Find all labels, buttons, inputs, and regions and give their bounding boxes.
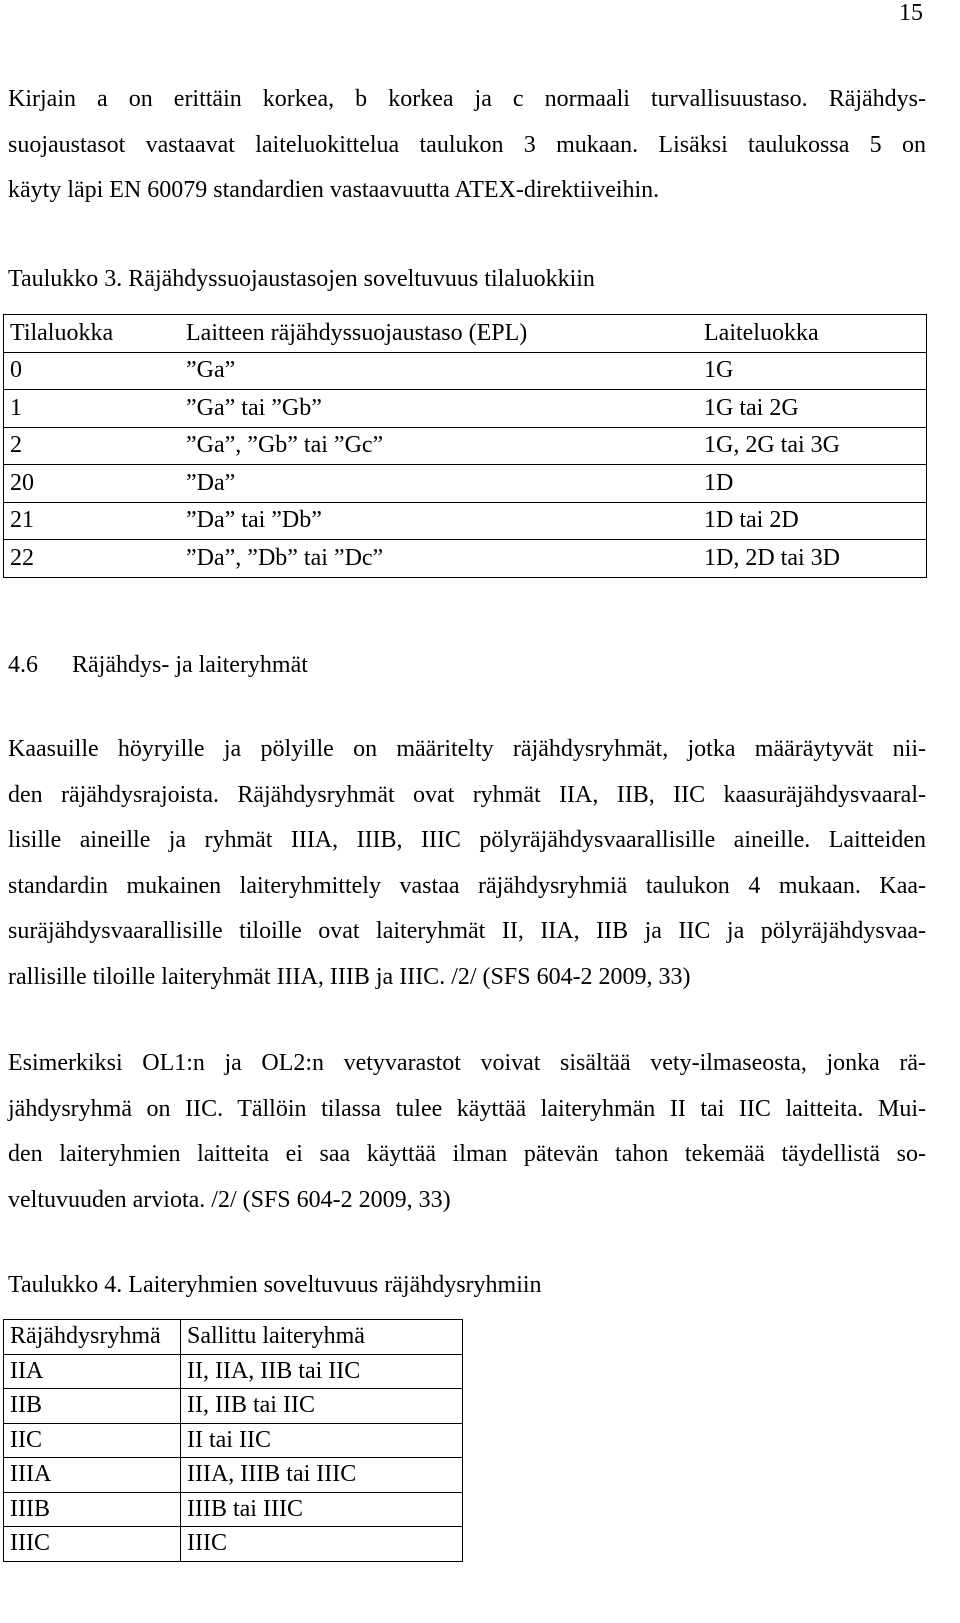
table-cell: IIIB tai IIIC <box>181 1492 463 1527</box>
section-title: Räjähdys- ja laiteryhmät <box>72 652 308 678</box>
table-row <box>4 427 927 465</box>
table-cell: 1D, 2D tai 3D <box>698 540 927 578</box>
table-row <box>4 465 927 503</box>
table-cell: IIIC <box>181 1527 463 1562</box>
paragraph-line: veltuvuuden arviota. /2/ (SFS 604-2 2009, 33) <box>8 1186 451 1213</box>
table-cell: 1G tai 2G <box>698 390 927 428</box>
table-row <box>4 1389 463 1424</box>
paragraph-line: standardin mukainen laiteryhmittely vastaa räjähdysryhmiä taulukon 4 mukaan. Kaa- <box>8 872 926 899</box>
table-cell: ”Da”, ”Db” tai ”Dc” <box>180 540 698 578</box>
table-cell: 1G <box>698 352 927 390</box>
table-cell: ”Da” <box>180 465 698 503</box>
table4 <box>3 1319 463 1562</box>
table-header-row <box>4 315 927 353</box>
table-header-cell: Sallittu laiteryhmä <box>181 1320 463 1355</box>
intro-line: käyty läpi EN 60079 standardien vastaavuutta ATEX-direktiiveihin. <box>8 177 660 203</box>
table-cell: II, IIB tai IIC <box>181 1389 463 1424</box>
table-header-cell: Räjähdysryhmä <box>4 1320 181 1355</box>
table-row <box>4 1492 463 1527</box>
paragraph-line: Esimerkiksi OL1:n ja OL2:n vetyvarastot voivat sisältää vety-ilmaseosta, jonka rä- <box>8 1050 926 1076</box>
paragraph-line: rallisille tiloille laiteryhmät IIIA, IIIB ja IIIC. /2/ (SFS 604-2 2009, 33) <box>8 963 691 990</box>
table-cell: II, IIA, IIB tai IIC <box>181 1354 463 1389</box>
table-cell: 2 <box>4 427 181 465</box>
table-row <box>4 1354 463 1389</box>
paragraph-line: jähdysryhmä on IIC. Tällöin tilassa tulee käyttää laiteryhmän II tai IIC laitteita. Mui- <box>8 1095 926 1122</box>
table-cell: 0 <box>4 352 181 390</box>
table4-caption: Taulukko 4. Laiteryhmien soveltuvuus räjähdysryhmiin <box>8 1272 542 1298</box>
table-cell: II tai IIC <box>181 1423 463 1458</box>
table-row <box>4 1423 463 1458</box>
table-cell: ”Ga” <box>180 352 698 390</box>
table-cell: 21 <box>4 502 181 540</box>
table-cell: 1G, 2G tai 3G <box>698 427 927 465</box>
table-cell: 1D <box>698 465 927 503</box>
intro-line: suojaustasot vastaavat laiteluokittelua taulukon 3 mukaan. Lisäksi taulukossa 5 on <box>8 131 926 158</box>
table-cell: IIA <box>4 1354 181 1389</box>
page-number: 15 <box>899 0 923 26</box>
table-cell: IIIA <box>4 1458 181 1493</box>
table-cell: IIB <box>4 1389 181 1424</box>
table-cell: 20 <box>4 465 181 503</box>
table-header-cell: Laiteluokka <box>698 315 927 353</box>
table-cell: ”Ga” tai ”Gb” <box>180 390 698 428</box>
table-row <box>4 502 927 540</box>
paragraph-2 <box>8 1041 926 1223</box>
table3-caption: Taulukko 3. Räjähdyssuojaustasojen soveltuvuus tilaluokkiin <box>8 266 595 292</box>
paragraph-line: den laiteryhmien laitteita ei saa käyttää ilman pätevän tahon tekemää täydellistä so- <box>8 1141 926 1167</box>
paragraph-1 <box>8 727 926 1000</box>
paragraph-line: den räjähdysrajoista. Räjähdysryhmät ovat ryhmät IIA, IIB, IIC kaasuräjähdysvaaral- <box>8 781 926 808</box>
paragraph-line: lisille aineille ja ryhmät IIIA, IIIB, IIIC pölyräjähdysvaarallisille aineille. Laitteiden <box>8 827 926 853</box>
section-number: 4.6 <box>8 652 38 678</box>
table-row <box>4 390 927 428</box>
table-row <box>4 1458 463 1493</box>
table-cell: IIIA, IIIB tai IIIC <box>181 1458 463 1493</box>
intro-line: Kirjain a on erittäin korkea, b korkea ja c normaali turvallisuustaso. Räjähdys- <box>8 86 926 112</box>
intro-paragraph <box>8 77 926 214</box>
table-cell: IIC <box>4 1423 181 1458</box>
paragraph-line: suräjähdysvaarallisille tiloille ovat laiteryhmät II, IIA, IIB ja IIC ja pölyräjähdysvaa- <box>8 918 926 944</box>
table-cell: IIIB <box>4 1492 181 1527</box>
table-row <box>4 540 927 578</box>
table-row <box>4 352 927 390</box>
table-cell: 1 <box>4 390 181 428</box>
section-heading <box>8 652 308 679</box>
table-cell: IIIC <box>4 1527 181 1562</box>
table-header-cell: Laitteen räjähdyssuojaustaso (EPL) <box>180 315 698 353</box>
table-cell: 22 <box>4 540 181 578</box>
table-cell: ”Ga”, ”Gb” tai ”Gc” <box>180 427 698 465</box>
table-header-cell: Tilaluokka <box>4 315 181 353</box>
table-row <box>4 1527 463 1562</box>
table-cell: ”Da” tai ”Db” <box>180 502 698 540</box>
table-cell: 1D tai 2D <box>698 502 927 540</box>
paragraph-line: Kaasuille höyryille ja pölyille on määritelty räjähdysryhmät, jotka määräytyvät nii- <box>8 736 926 762</box>
table3 <box>3 314 927 578</box>
table-header-row <box>4 1320 463 1355</box>
